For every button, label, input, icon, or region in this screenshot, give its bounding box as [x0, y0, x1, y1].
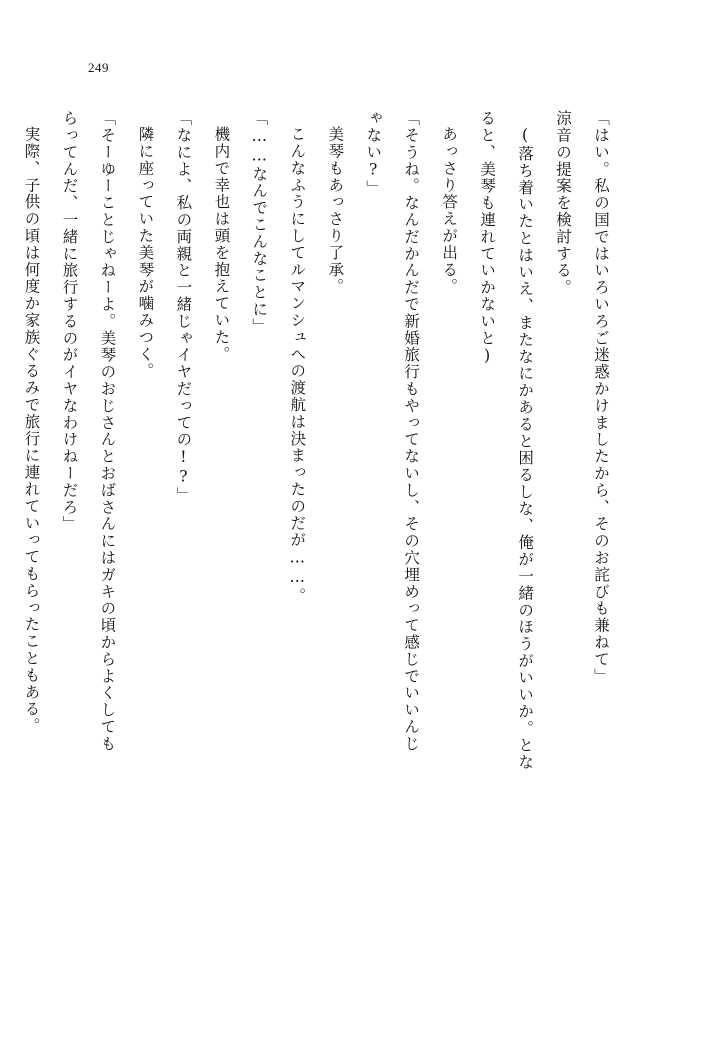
- paragraph: らってんだ、一緒に旅行するのがイヤなわけねーだろ」: [60, 110, 79, 533]
- paragraph: 「そーゆーことじゃねーよ。美琴のおじさんとおばさんにはガキの頃からよくしても: [98, 110, 117, 753]
- paragraph: こんなふうにしてルマンシュへの渡航は決まったのだが……。: [288, 126, 307, 605]
- paragraph: 「なによ、私の両親と一緒じゃイヤだっての!?」: [174, 110, 193, 504]
- paragraph: あっさり答えが出る。: [440, 126, 459, 295]
- paragraph: ると、美琴も連れていかないと): [478, 110, 497, 366]
- paragraph: (落ち着いたとはいえ、またなにかあると困るしな、俺が一緒のほうがいいか。とな: [516, 126, 535, 771]
- paragraph: 機内で幸也は頭を抱えていた。: [212, 126, 231, 363]
- page-number: 249: [88, 60, 109, 75]
- paragraph: 涼音の提案を検討する。: [554, 110, 573, 296]
- paragraph: 実際、子供の頃は何度か家族ぐるみで旅行に連れていってもらったこともある。: [22, 126, 41, 735]
- body-text: [22, 110, 619, 940]
- paragraph: ゃない?」: [364, 110, 383, 197]
- paragraph: 美琴もあっさり了承。: [326, 126, 345, 295]
- paragraph: 「そうね。なんだかんだで新婚旅行もやってないし、その穴埋めって感じでいいんじ: [402, 110, 421, 753]
- paragraph: 「……なんでこんなことに」: [250, 110, 269, 335]
- paragraph: 「はい。私の国ではいろいろご迷惑かけましたから、そのお詫びも兼ねて」: [592, 110, 610, 685]
- paragraph: 隣に座っていた美琴が噛みつく。: [136, 126, 155, 380]
